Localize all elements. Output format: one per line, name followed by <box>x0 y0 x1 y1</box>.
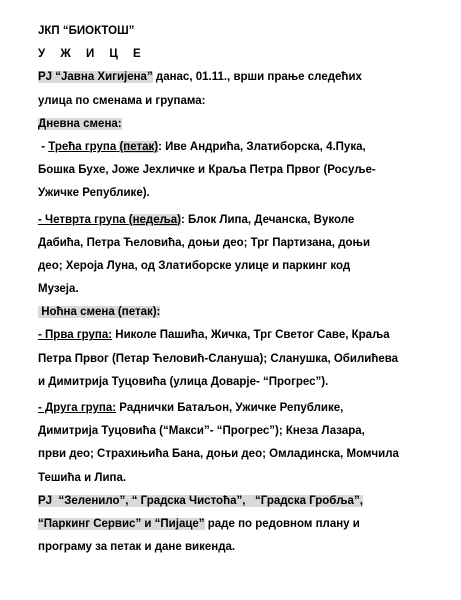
intro-line-2: улица по сменама и групама: <box>38 94 206 107</box>
first-group-line-1 <box>38 324 438 347</box>
third-group-line-3: Ужичке Републике). <box>38 187 150 200</box>
fourth-group-colon: : <box>180 213 185 226</box>
org-name: ЈКП “БИОКТОШ” <box>38 25 135 37</box>
fourth-group-label: - Четврта група <box>38 213 129 226</box>
first-group-text-1: Николе Пашића, Жичка, Трг Светог Саве, Краља <box>112 329 390 342</box>
first-group-line-2: Петра Првог (Петар Ћеловић-Слануша); Сланушка, Обилићева <box>38 352 399 365</box>
footer-line-1 <box>38 490 438 513</box>
third-group-colon: : <box>158 140 162 153</box>
unit-name-highlight: РЈ “Јавна Хигијена” <box>38 71 153 84</box>
third-group-line-1 <box>38 136 438 159</box>
second-group-text-1: Раднички Батаљон, Ужичке Републике, <box>116 402 344 414</box>
day-shift-title: Дневна смена: <box>38 117 122 130</box>
fourth-group-line-1 <box>38 209 438 232</box>
fourth-group-line-3: део; Хероја Луна, од Златиборске улице и паркинг код <box>38 259 351 272</box>
intro-line-1 <box>38 66 438 89</box>
second-group-line-4: Тешића и Липа. <box>38 471 127 484</box>
night-shift-title: Ноћна смена (петак): <box>38 306 161 319</box>
footer-units-2: “Паркинг Сервис” и “Пијаце” <box>38 517 205 530</box>
first-group-label: - Прва група: <box>38 329 113 342</box>
second-group-label: - Друга група: <box>38 402 117 414</box>
footer-line-2 <box>38 513 438 536</box>
fourth-group-text-1: Блок Липа, Дечанска, Вуколе <box>184 213 355 226</box>
fourth-group-line-2: Дабића, Петра Ћеловића, доњи део; Трг Партизана, доњи <box>38 236 371 249</box>
third-group-prefix: - <box>38 140 49 153</box>
second-group-line-3: први део; Страхињића Бана, доњи део; Омладинска, Момчила <box>38 448 399 461</box>
footer-units-1: РЈ “Зеленило”, “ Градска Чистоћа”, “Градска Гробља”, <box>38 494 363 507</box>
third-group-label: Трећа група <box>48 140 117 153</box>
footer-text-1: раде по редовном плану и <box>204 517 360 530</box>
second-group-line-2: Димитрија Туцовића (“Макси”- “Прогрес”); Кнеза Лазара, <box>38 425 365 438</box>
fourth-group-day: (недеља) <box>128 213 181 226</box>
document <box>38 20 438 559</box>
third-group-text-1: Иве Андрића, Златиборска, 4.Пука, <box>161 140 366 153</box>
city-name: У Ж И Ц Е <box>38 48 147 61</box>
first-group-line-3: и Димитрија Туцовића (улица Доварје- “Прогрес”). <box>38 375 329 388</box>
day-shift-line <box>38 113 438 136</box>
fourth-group-line-4: Музеја. <box>38 283 79 296</box>
footer-line-3: програму за петак и дане викенда. <box>38 541 236 554</box>
third-group-line-2: Бошка Бухе, Јоже Јехличке и Краља Петра Првог (Росуље- <box>38 164 376 177</box>
night-shift-line <box>38 301 438 324</box>
intro-text-1: данас, 01.11., врши прање следећих <box>152 71 362 84</box>
third-group-day: (петак) <box>119 140 159 153</box>
second-group-line-1 <box>38 397 438 420</box>
